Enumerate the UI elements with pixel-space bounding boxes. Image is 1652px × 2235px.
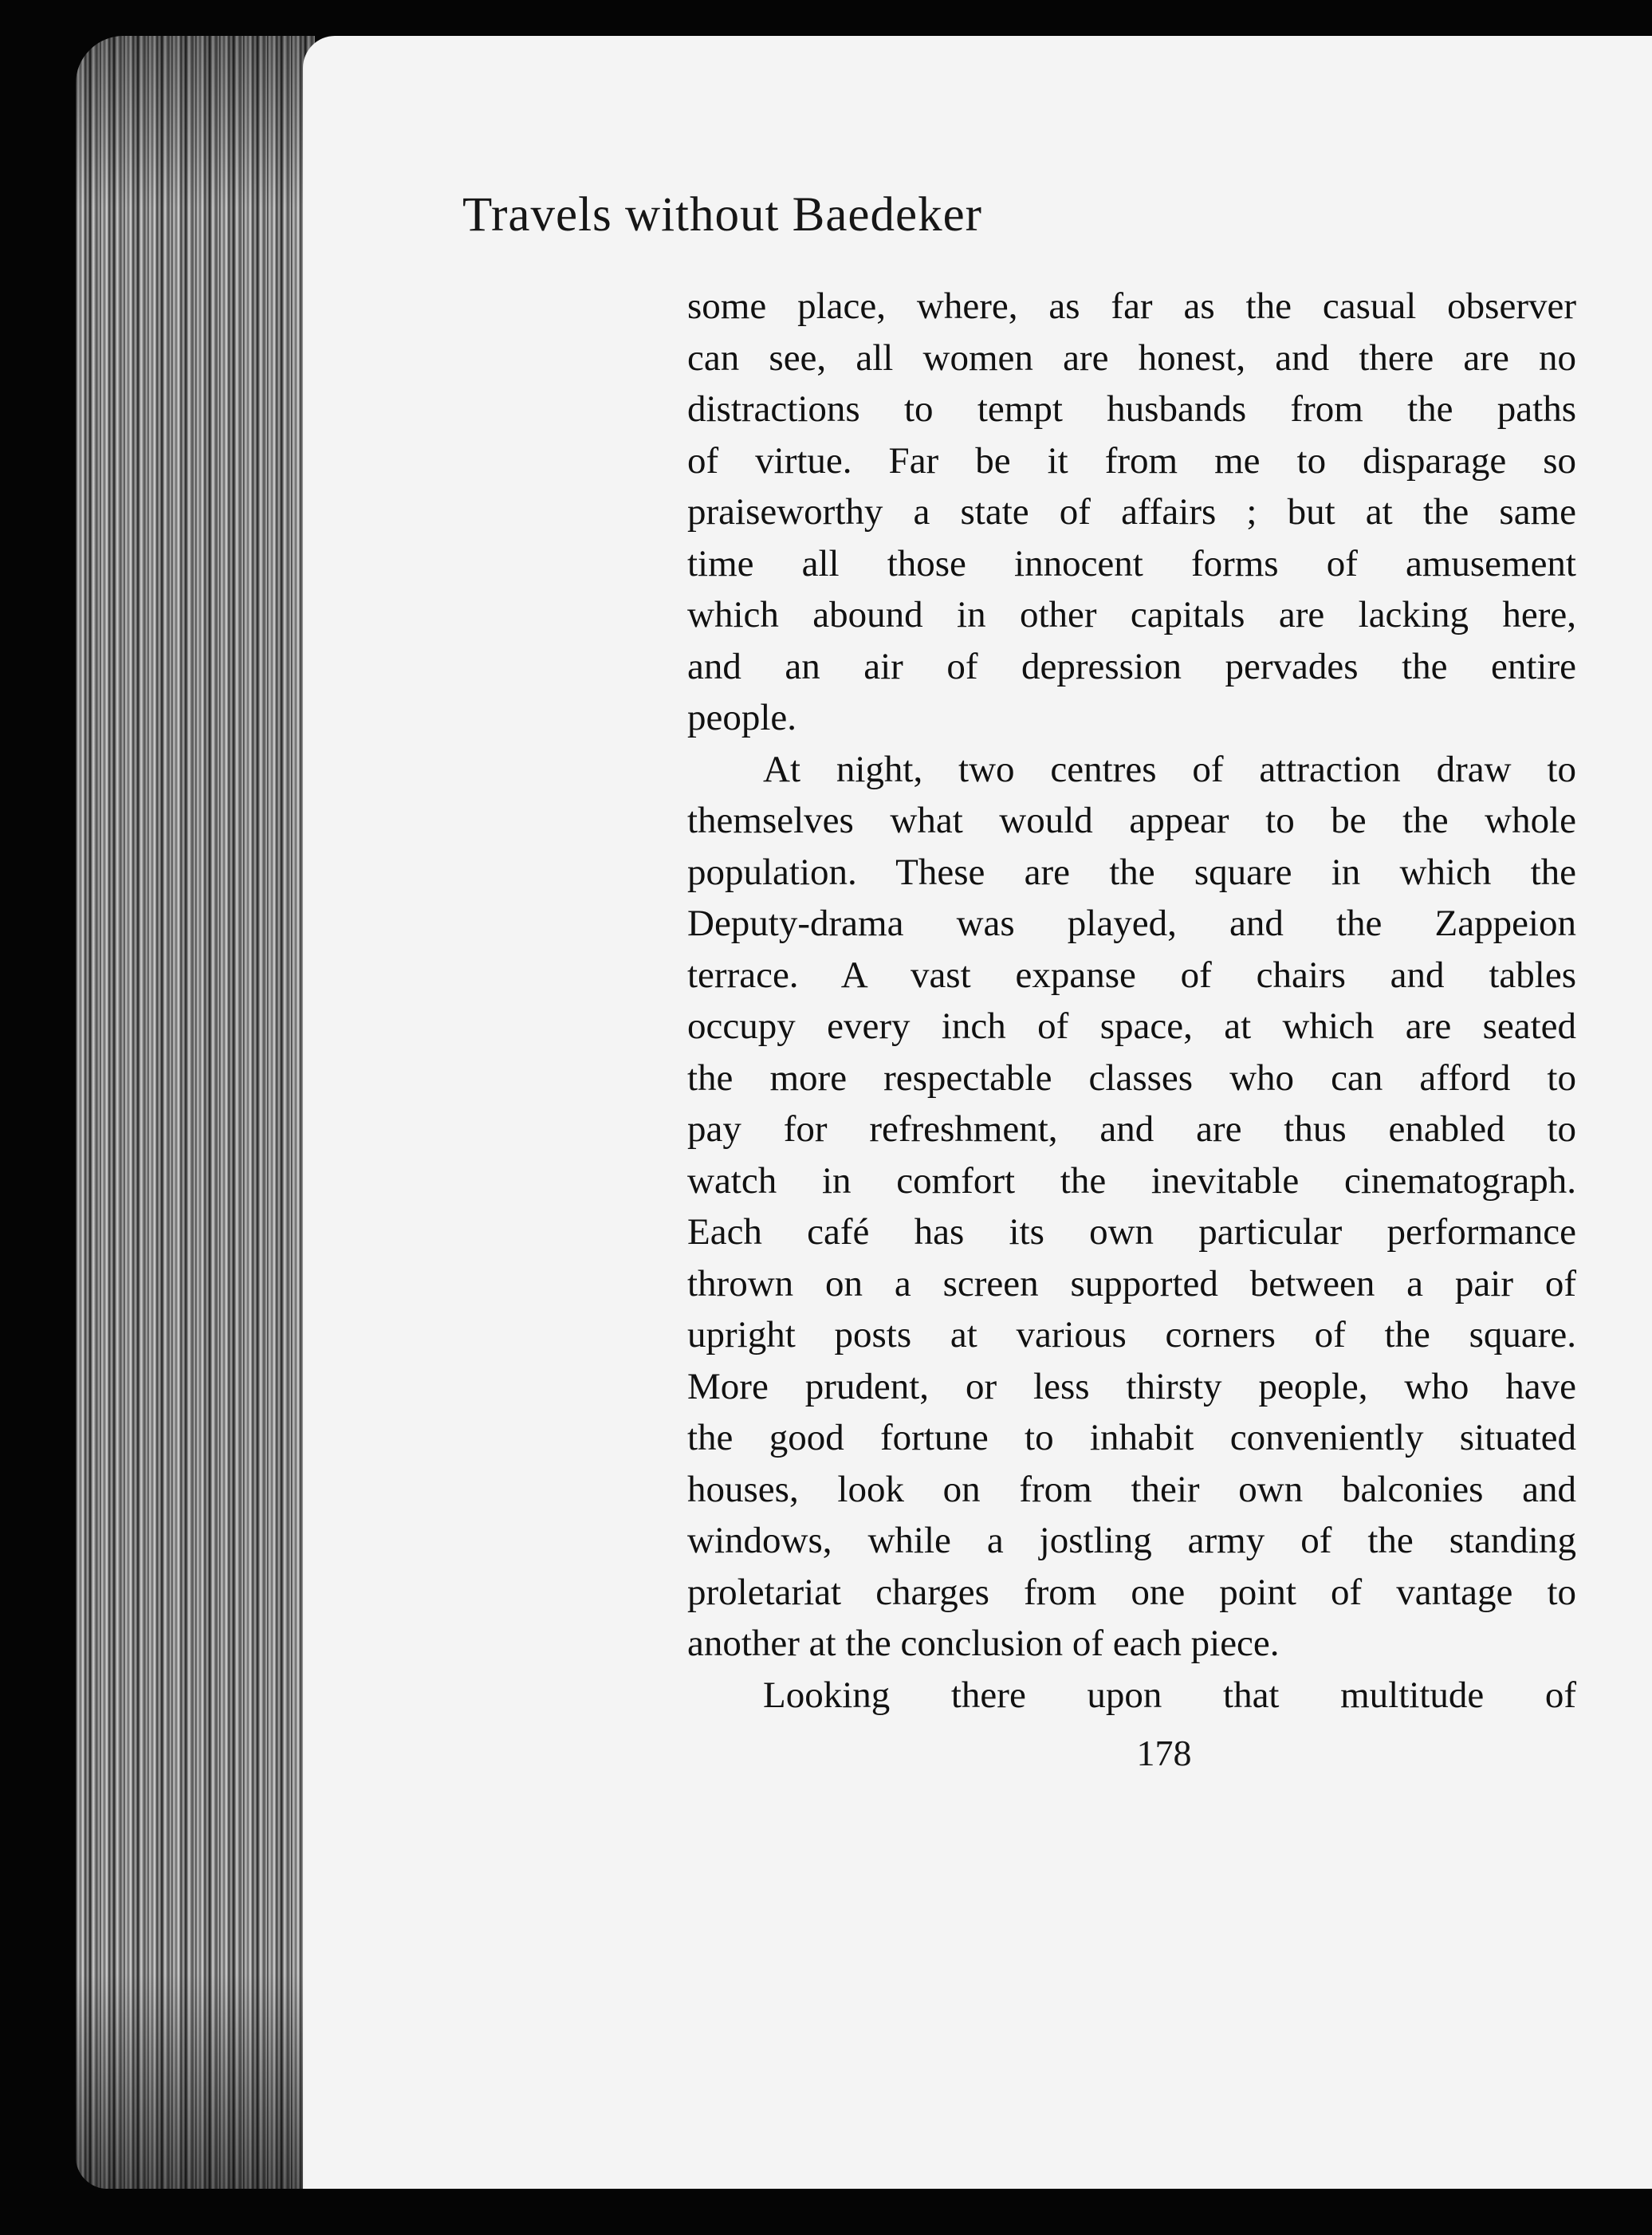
text-line: the good fortune to inhabit conveniently situated [687, 1417, 1576, 1458]
text-line: watch in comfort the inevitable cinematograph. [687, 1159, 1576, 1202]
book-page-edges [76, 36, 315, 2189]
text-line: At night, two centres of attraction draw to [763, 748, 1576, 790]
text-line: time all those innocent forms of amusement [687, 542, 1576, 584]
text-line: windows, while a jostling army of the standing [687, 1520, 1576, 1561]
text-line: of virtue. Far be it from me to disparage so [687, 439, 1576, 482]
text-line: distractions to tempt husbands from the paths [687, 388, 1576, 430]
text-line: population. These are the square in which the [687, 851, 1576, 893]
text-line: More prudent, or less thirsty people, who have [687, 1365, 1576, 1407]
page-number: 178 [1136, 1733, 1192, 1773]
running-head: Travels without Baedeker [462, 188, 982, 242]
body-text [687, 281, 1576, 1721]
text-line: Looking there upon that multitude of [763, 1674, 1576, 1716]
text-line: another at the conclusion of each piece. [687, 1623, 1280, 1664]
text-line: proletariat charges from one point of vantage to [687, 1571, 1576, 1613]
text-line: terrace. A vast expanse of chairs and tables [687, 954, 1576, 996]
text-line: some place, where, as far as the casual observer [687, 285, 1576, 327]
text-line: can see, all women are honest, and there are no [687, 336, 1576, 379]
text-line: pay for refreshment, and are thus enabled to [687, 1108, 1576, 1150]
text-line: Each café has its own particular performance [687, 1211, 1576, 1253]
text-line: Deputy-drama was played, and the Zappeion [687, 903, 1576, 944]
text-line: people. [687, 697, 797, 738]
text-line: which abound in other capitals are lacking here, [687, 594, 1576, 635]
text-line: praiseworthy a state of affairs ; but at the same [687, 491, 1576, 533]
text-line: the more respectable classes who can afford to [687, 1057, 1576, 1099]
text-line: upright posts at various corners of the square. [687, 1314, 1576, 1356]
text-line: and an air of depression pervades the entire [687, 645, 1576, 687]
text-line: thrown on a screen supported between a pair of [687, 1262, 1576, 1304]
text-line: themselves what would appear to be the whole [687, 800, 1576, 841]
text-line: occupy every inch of space, at which are seated [687, 1005, 1576, 1047]
text-line: houses, look on from their own balconies and [687, 1468, 1576, 1510]
